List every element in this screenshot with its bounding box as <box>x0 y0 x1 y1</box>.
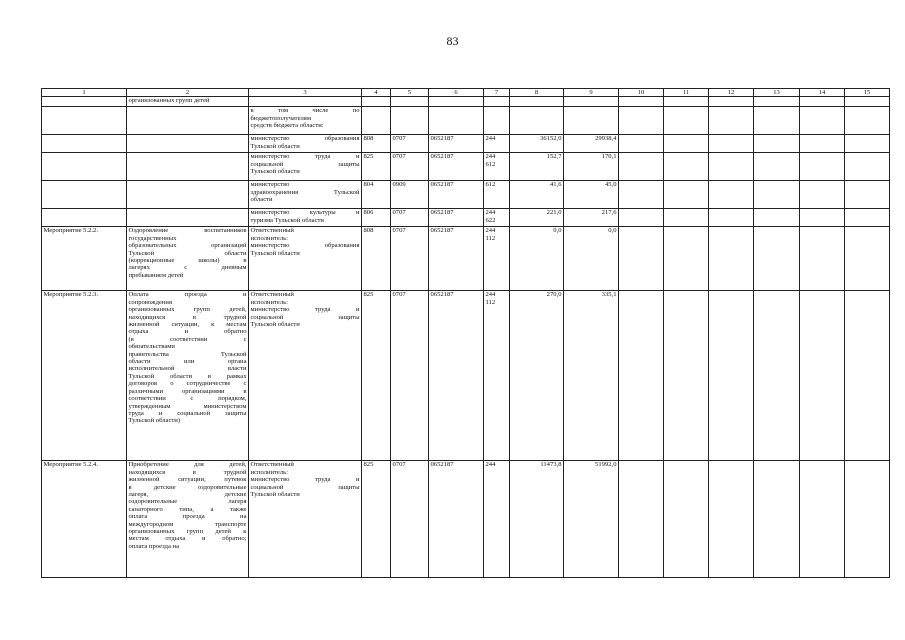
description-cell-line: организованных групп детей к <box>128 528 247 536</box>
target-code-cell: 0652187 <box>429 153 484 181</box>
page-number: 83 <box>446 34 459 48</box>
empty-col13-cell <box>754 181 800 209</box>
executor-cell <box>249 153 362 181</box>
empty-col10-cell <box>619 107 664 135</box>
description-cell-line: местам отдыха и обратно; <box>128 535 247 543</box>
executor-cell-line: Ответственный <box>250 461 294 469</box>
amount-col9-cell: 217,6 <box>564 209 619 227</box>
description-cell-line: соответствии с порядком, <box>128 395 247 403</box>
description-cell-line: Приобретение для детей, <box>128 461 247 469</box>
empty-col11-cell <box>664 107 709 135</box>
amount-col9-cell: 170,1 <box>564 153 619 181</box>
description-cell-line: находящихся в трудной <box>128 313 247 321</box>
header-row <box>42 89 890 97</box>
executor-cell-line: социальной защиты <box>250 160 360 168</box>
empty-col14-cell <box>800 461 845 578</box>
section-code-cell: 0707 <box>391 153 429 181</box>
executor-cell-line: исполнитель: <box>250 234 288 242</box>
empty-col10-cell <box>619 291 664 461</box>
section-code-cell: 0707 <box>391 227 429 291</box>
description-cell-line: оплата проезда на <box>128 542 179 550</box>
executor-cell-line: бюджетополучателям <box>250 114 311 122</box>
expense-type-cell: 244 <box>484 135 510 153</box>
empty-col12-cell <box>709 181 754 209</box>
empty-col13-cell <box>754 135 800 153</box>
section-code-cell: 0909 <box>391 181 429 209</box>
empty-col15-cell <box>845 291 890 461</box>
empty-col14-cell <box>800 181 845 209</box>
table-row <box>42 209 890 227</box>
grbs-code-cell: 804 <box>362 181 391 209</box>
target-code-cell: 0652187 <box>429 227 484 291</box>
executor-cell-line: социальной защиты <box>250 313 360 321</box>
amount-col9-cell: 0,0 <box>564 227 619 291</box>
header-cell-3: 3 <box>249 89 362 97</box>
empty-col14-cell <box>800 291 845 461</box>
executor-cell-line: здравоохранения Тульской <box>250 188 360 196</box>
description-cell <box>127 291 249 461</box>
empty-col10-cell <box>619 135 664 153</box>
executor-cell-line: средств бюджета области: <box>250 122 324 130</box>
section-code-cell <box>391 107 429 135</box>
description-cell <box>127 153 249 181</box>
empty-col13-cell <box>754 291 800 461</box>
description-cell-line: утвержденным министерством <box>128 402 247 410</box>
table-row <box>42 291 890 461</box>
target-code-cell <box>429 97 484 107</box>
empty-col12-cell <box>709 291 754 461</box>
description-cell-line: находящихся в трудной <box>128 468 247 476</box>
expense-type-cell: 244 112 <box>484 227 510 291</box>
amount-col8-cell: 152,7 <box>510 153 564 181</box>
description-cell <box>127 135 249 153</box>
empty-col14-cell <box>800 97 845 107</box>
table-row <box>42 107 890 135</box>
budget-table <box>41 88 890 578</box>
empty-col13-cell <box>754 209 800 227</box>
description-cell-line: организованных групп детей, <box>128 306 247 314</box>
amount-col8-cell: 36152,0 <box>510 135 564 153</box>
empty-col14-cell <box>800 209 845 227</box>
header-cell-15: 15 <box>845 89 890 97</box>
target-code-cell: 0652187 <box>429 461 484 578</box>
table-row <box>42 153 890 181</box>
empty-col13-cell <box>754 153 800 181</box>
table-row <box>42 97 890 107</box>
description-cell-line: жизненной ситуации, к местам <box>128 321 247 329</box>
executor-cell-line: министерство труда и <box>250 476 360 484</box>
header-cell-8: 8 <box>510 89 564 97</box>
description-cell-line: различными организациями в <box>128 387 247 395</box>
expense-type-cell <box>484 107 510 135</box>
description-cell <box>127 97 249 107</box>
description-cell-line: междугородном транспорте <box>128 520 247 528</box>
description-cell <box>127 209 249 227</box>
empty-col15-cell <box>845 107 890 135</box>
table-row <box>42 461 890 578</box>
grbs-code-cell: 808 <box>362 135 391 153</box>
empty-col10-cell <box>619 153 664 181</box>
empty-col15-cell <box>845 461 890 578</box>
executor-cell <box>249 209 362 227</box>
measure-id-cell: Мероприятие 5.2.4. <box>42 461 127 578</box>
amount-col8-cell: 0,0 <box>510 227 564 291</box>
description-cell <box>127 181 249 209</box>
grbs-code-cell <box>362 107 391 135</box>
description-cell-line: труда и социальной защиты <box>128 409 247 417</box>
expense-type-cell: 244 <box>484 461 510 578</box>
header-cell-4: 4 <box>362 89 391 97</box>
header-cell-5: 5 <box>391 89 429 97</box>
empty-col15-cell <box>845 135 890 153</box>
expense-type-cell <box>484 97 510 107</box>
header-cell-10: 10 <box>619 89 664 97</box>
measure-id-cell <box>42 107 127 135</box>
empty-col14-cell <box>800 107 845 135</box>
description-cell-line: правительства Тульской <box>128 350 247 358</box>
executor-cell-line: министерство образования <box>250 242 360 250</box>
executor-cell-line: министерство образования <box>250 135 360 143</box>
section-code-cell: 0707 <box>391 209 429 227</box>
description-cell-line: оздоровительные лагеря <box>128 498 247 506</box>
executor-cell-line: Ответственный <box>250 291 294 299</box>
empty-col15-cell <box>845 209 890 227</box>
description-cell-line: Тульской области <box>128 249 247 257</box>
description-cell-line: исполнительной власти <box>128 365 247 373</box>
empty-col11-cell <box>664 153 709 181</box>
empty-col12-cell <box>709 153 754 181</box>
executor-cell-line: Тульской области <box>250 321 300 329</box>
empty-col11-cell <box>664 461 709 578</box>
grbs-code-cell: 806 <box>362 209 391 227</box>
executor-cell-line: туризма Тульской области <box>250 216 324 224</box>
empty-col13-cell <box>754 461 800 578</box>
empty-col10-cell <box>619 227 664 291</box>
target-code-cell: 0652187 <box>429 291 484 461</box>
section-code-cell: 0707 <box>391 135 429 153</box>
description-cell-line: договоров о сотрудничестве с <box>128 380 247 388</box>
section-code-cell <box>391 97 429 107</box>
empty-col10-cell <box>619 209 664 227</box>
description-cell <box>127 107 249 135</box>
empty-col12-cell <box>709 97 754 107</box>
executor-cell-line: Тульской области <box>250 142 300 150</box>
measure-id-cell <box>42 153 127 181</box>
executor-cell-line: исполнитель: <box>250 468 288 476</box>
empty-col11-cell <box>664 291 709 461</box>
description-cell-line: Тульской области) <box>128 417 181 425</box>
measure-id-cell <box>42 135 127 153</box>
measure-id-cell <box>42 209 127 227</box>
header-cell-13: 13 <box>754 89 800 97</box>
executor-cell <box>249 135 362 153</box>
amount-col8-cell: 41,6 <box>510 181 564 209</box>
amount-col9-cell <box>564 107 619 135</box>
description-cell-line: оплата проезда на <box>128 513 247 521</box>
target-code-cell <box>429 107 484 135</box>
executor-cell <box>249 107 362 135</box>
header-cell-7: 7 <box>484 89 510 97</box>
grbs-code-cell: 808 <box>362 227 391 291</box>
executor-cell-line: министерство труда и <box>250 306 360 314</box>
description-cell-line: лагерях с дневным <box>128 264 247 272</box>
empty-col12-cell <box>709 461 754 578</box>
grbs-code-cell <box>362 97 391 107</box>
measure-id-cell <box>42 181 127 209</box>
description-cell-line: санаторного типа, а также <box>128 505 247 513</box>
expense-type-cell: 244 112 <box>484 291 510 461</box>
empty-col15-cell <box>845 153 890 181</box>
executor-cell <box>249 227 362 291</box>
header-cell-14: 14 <box>800 89 845 97</box>
executor-cell-line: социальной защиты <box>250 483 360 491</box>
amount-col9-cell: 29938,4 <box>564 135 619 153</box>
empty-col11-cell <box>664 227 709 291</box>
description-cell-line: сопровождения <box>128 298 172 306</box>
executor-cell-line: Тульской области <box>250 249 300 257</box>
target-code-cell: 0652187 <box>429 181 484 209</box>
description-cell-line: образовательных организаций <box>128 242 247 250</box>
expense-type-cell: 244 612 <box>484 153 510 181</box>
empty-col11-cell <box>664 97 709 107</box>
amount-col9-cell: 45,0 <box>564 181 619 209</box>
measure-id-cell: Мероприятие 5.2.2. <box>42 227 127 291</box>
empty-col11-cell <box>664 181 709 209</box>
empty-col12-cell <box>709 135 754 153</box>
executor-cell-line: министерство культуры и <box>250 209 360 217</box>
section-code-cell: 0707 <box>391 461 429 578</box>
description-cell-line: отдыха и обратно <box>128 328 247 336</box>
empty-col14-cell <box>800 153 845 181</box>
amount-col9-cell: 51992,0 <box>564 461 619 578</box>
target-code-cell: 0652187 <box>429 209 484 227</box>
target-code-cell: 0652187 <box>429 135 484 153</box>
header-cell-1: 1 <box>42 89 127 97</box>
section-code-cell: 0707 <box>391 291 429 461</box>
description-cell-line: Тульской области в рамках <box>128 372 247 380</box>
amount-col9-cell: 335,1 <box>564 291 619 461</box>
amount-col8-cell <box>510 97 564 107</box>
description-cell-line: (в соответствии с <box>128 335 247 343</box>
header-cell-12: 12 <box>709 89 754 97</box>
amount-col8-cell: 270,0 <box>510 291 564 461</box>
amount-col8-cell: 11473,8 <box>510 461 564 578</box>
empty-col10-cell <box>619 461 664 578</box>
description-cell-line: организованных групп детей <box>128 97 210 105</box>
measure-id-cell: Мероприятие 5.2.3. <box>42 291 127 461</box>
empty-col10-cell <box>619 181 664 209</box>
empty-col15-cell <box>845 227 890 291</box>
description-cell <box>127 461 249 578</box>
empty-col13-cell <box>754 227 800 291</box>
description-cell-line: обязательствами <box>128 343 175 351</box>
description-cell-line: в детские оздоровительные <box>128 483 247 491</box>
executor-cell-line: области <box>250 196 273 204</box>
table-row <box>42 227 890 291</box>
table-row <box>42 135 890 153</box>
description-cell <box>127 227 249 291</box>
description-cell-line: области или органа <box>128 358 247 366</box>
measure-id-cell <box>42 97 127 107</box>
description-cell-line: лагеря, детские <box>128 491 247 499</box>
empty-col14-cell <box>800 227 845 291</box>
executor-cell <box>249 461 362 578</box>
description-cell-line: государственных <box>128 234 177 242</box>
empty-col13-cell <box>754 107 800 135</box>
description-cell-line: жизненной ситуации, путевок <box>128 476 247 484</box>
empty-col15-cell <box>845 97 890 107</box>
table-row <box>42 181 890 209</box>
empty-col12-cell <box>709 107 754 135</box>
amount-col8-cell: 221,0 <box>510 209 564 227</box>
empty-col15-cell <box>845 181 890 209</box>
executor-cell-line: Тульской области <box>250 168 300 176</box>
empty-col14-cell <box>800 135 845 153</box>
grbs-code-cell: 825 <box>362 461 391 578</box>
description-cell-line: Оплата проезда и <box>128 291 247 299</box>
grbs-code-cell: 825 <box>362 153 391 181</box>
executor-cell <box>249 291 362 461</box>
header-cell-9: 9 <box>564 89 619 97</box>
executor-cell-line: Тульской области <box>250 491 300 499</box>
header-cell-2: 2 <box>127 89 249 97</box>
description-cell-line: Оздоровление воспитанников <box>128 227 247 235</box>
executor-cell-line: министерство <box>250 181 290 189</box>
empty-col12-cell <box>709 209 754 227</box>
executor-cell-line: в том числе по <box>250 107 360 115</box>
empty-col11-cell <box>664 209 709 227</box>
grbs-code-cell: 825 <box>362 291 391 461</box>
amount-col8-cell <box>510 107 564 135</box>
description-cell-line: (коррекционные школы) в <box>128 257 247 265</box>
empty-col12-cell <box>709 227 754 291</box>
description-cell-line: пребыванием детей <box>128 271 184 279</box>
header-cell-11: 11 <box>664 89 709 97</box>
expense-type-cell: 612 <box>484 181 510 209</box>
executor-cell-line: Ответственный <box>250 227 294 235</box>
expense-type-cell: 244 622 <box>484 209 510 227</box>
executor-cell-line: министерство труда и <box>250 153 360 161</box>
executor-cell-line: исполнитель: <box>250 298 288 306</box>
executor-cell <box>249 181 362 209</box>
empty-col11-cell <box>664 135 709 153</box>
empty-col13-cell <box>754 97 800 107</box>
empty-col10-cell <box>619 97 664 107</box>
amount-col9-cell <box>564 97 619 107</box>
executor-cell <box>249 97 362 107</box>
header-cell-6: 6 <box>429 89 484 97</box>
